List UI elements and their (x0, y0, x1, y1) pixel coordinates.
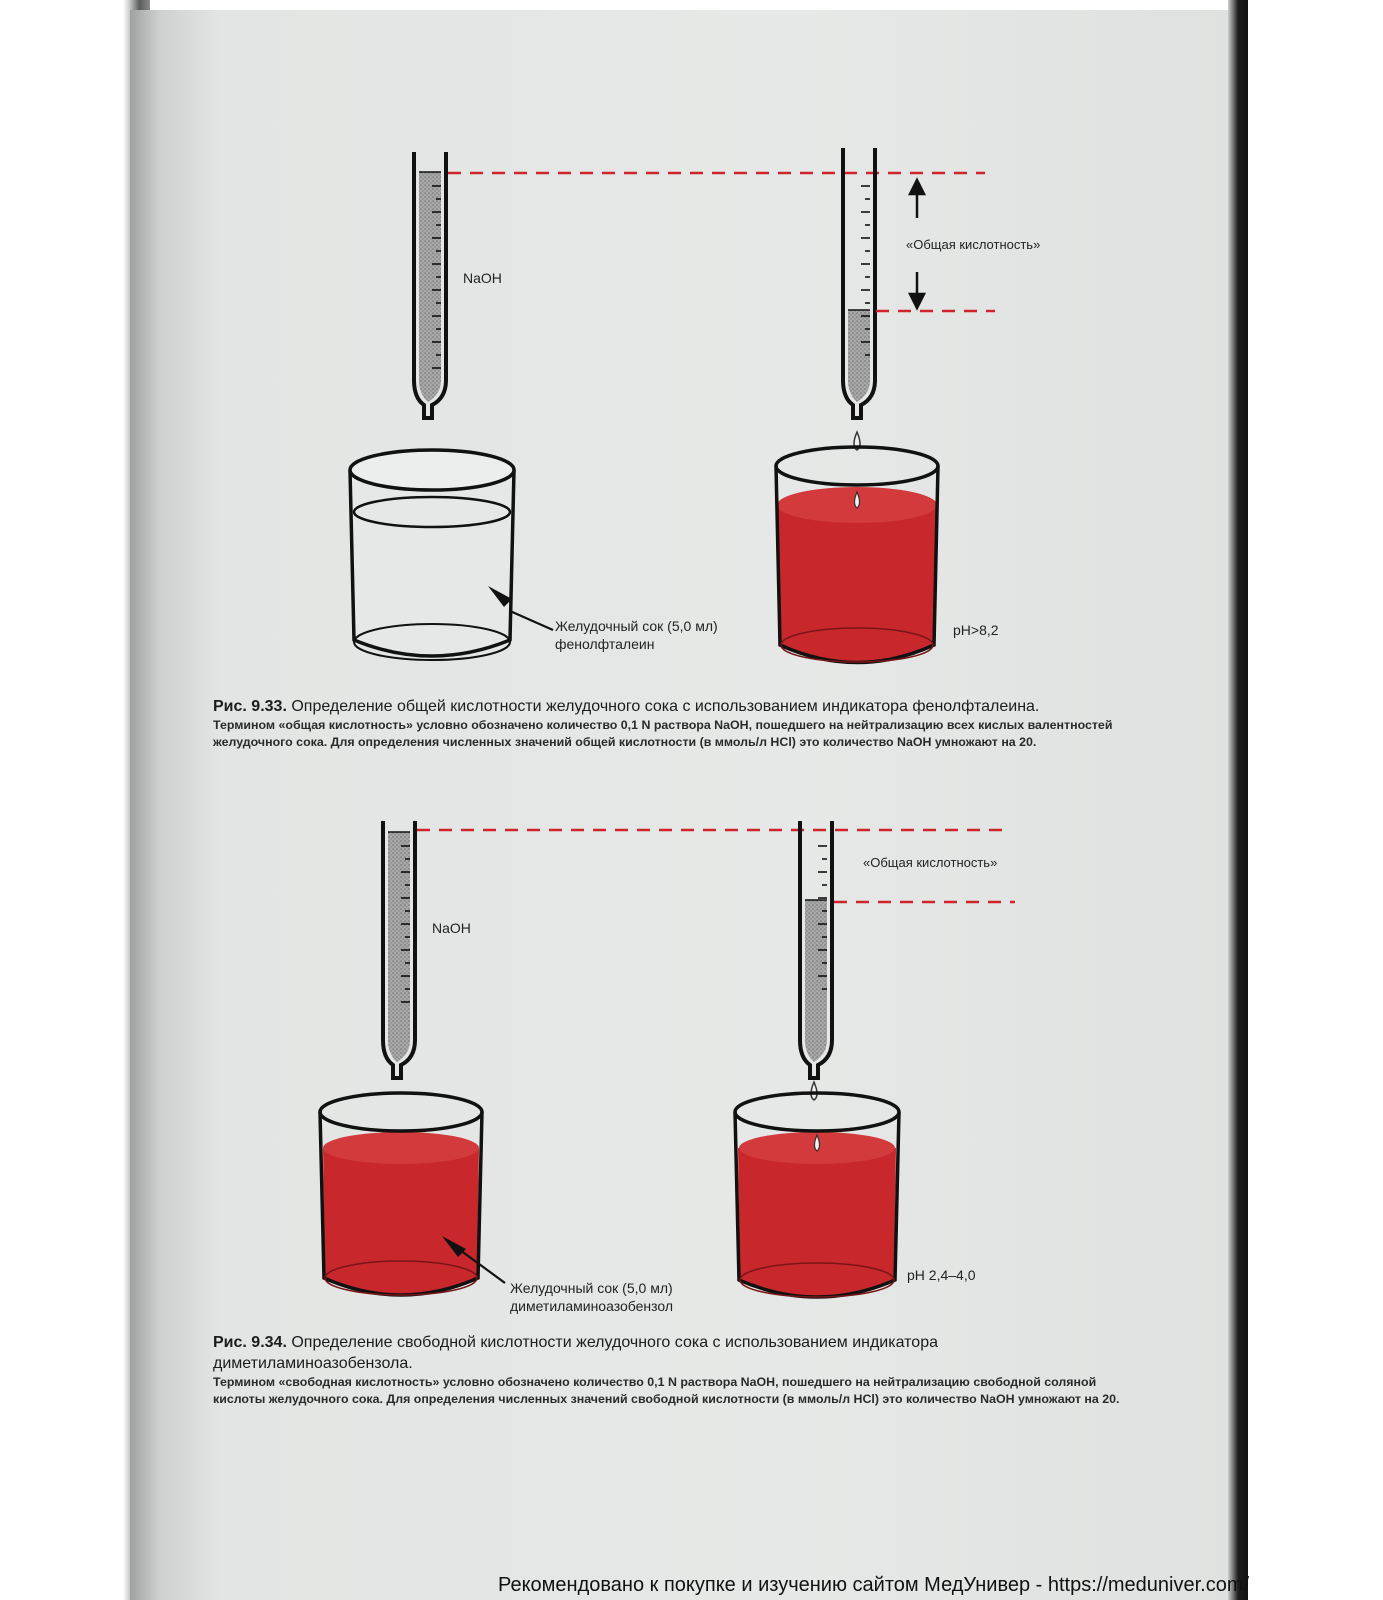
fig33-caption-body: Термином «общая кислотность» условно обозначено количество 0,1 N раствора NaOH, пошедшего на нейтрализацию всех кислых валентностей желудочного сока. Для определения численных значений общей кислотности (в ммоль/л HCl) это количество NaOH умножают на 20. (213, 718, 1113, 749)
fig34-caption (213, 1332, 1133, 1408)
fig33-pointer-line (510, 611, 553, 630)
fig33-caption (213, 696, 1133, 751)
fig34-drop-falling (811, 1082, 817, 1100)
fig33-left-beaker (350, 450, 553, 660)
fig34-right-burette (800, 821, 832, 1078)
fig34-beaker-label-line1: Желудочный сок (5,0 мл) (510, 1280, 673, 1296)
fig33-caption-number: Рис. 9.33. (213, 698, 287, 715)
fig33-ph-label: pH>8,2 (953, 622, 999, 638)
fig34-naoh-label: NaOH (432, 920, 471, 936)
fig34-left-beaker (320, 1093, 505, 1295)
fig33-caption-title-line (213, 696, 1133, 717)
fig34-caption-title: Определение свободной кислотности желудочного сока с использованием индикатора диметиламиноазобензола. (213, 1334, 938, 1372)
fig34-ph-label: pH 2,4–4,0 (907, 1267, 976, 1283)
fig34-right-beaker (735, 1093, 899, 1297)
fig33-left-burette (414, 152, 446, 418)
fig33-caption-title: Определение общей кислотности желудочного сока с использованием индикатора фенолфталеина. (291, 698, 1040, 715)
fig34-caption-title-line (213, 1332, 1133, 1374)
fig33-beaker-label-line2: фенолфталеин (555, 636, 655, 652)
fig33-naoh-label: NaOH (463, 270, 502, 286)
fig33-acidity-label: «Общая кислотность» (906, 237, 1041, 252)
watermark-text: Рекомендовано к покупке и изучению сайтом МедУнивер - https://meduniver.com/ (498, 1574, 1250, 1596)
fig33-beaker-label-line1: Желудочный сок (5,0 мл) (555, 618, 718, 634)
fig33-right-beaker (776, 447, 938, 663)
fig33-right-burette (843, 148, 875, 418)
fig34-acidity-label: «Общая кислотность» (863, 855, 998, 870)
fig34-left-burette (383, 821, 415, 1078)
fig34-beaker-label-line2: диметиламиноазобензол (510, 1298, 674, 1314)
fig34-caption-number: Рис. 9.34. (213, 1334, 287, 1351)
fig34-caption-body: Термином «свободная кислотность» условно обозначено количество 0,1 N раствора NaOH, пошедшего на нейтрализацию свободной соляной кислоты желудочного сока. Для определения численных значений свободной кислотности (в ммоль/л HCl) это количество NaOH умножают на 20. (213, 1375, 1120, 1406)
